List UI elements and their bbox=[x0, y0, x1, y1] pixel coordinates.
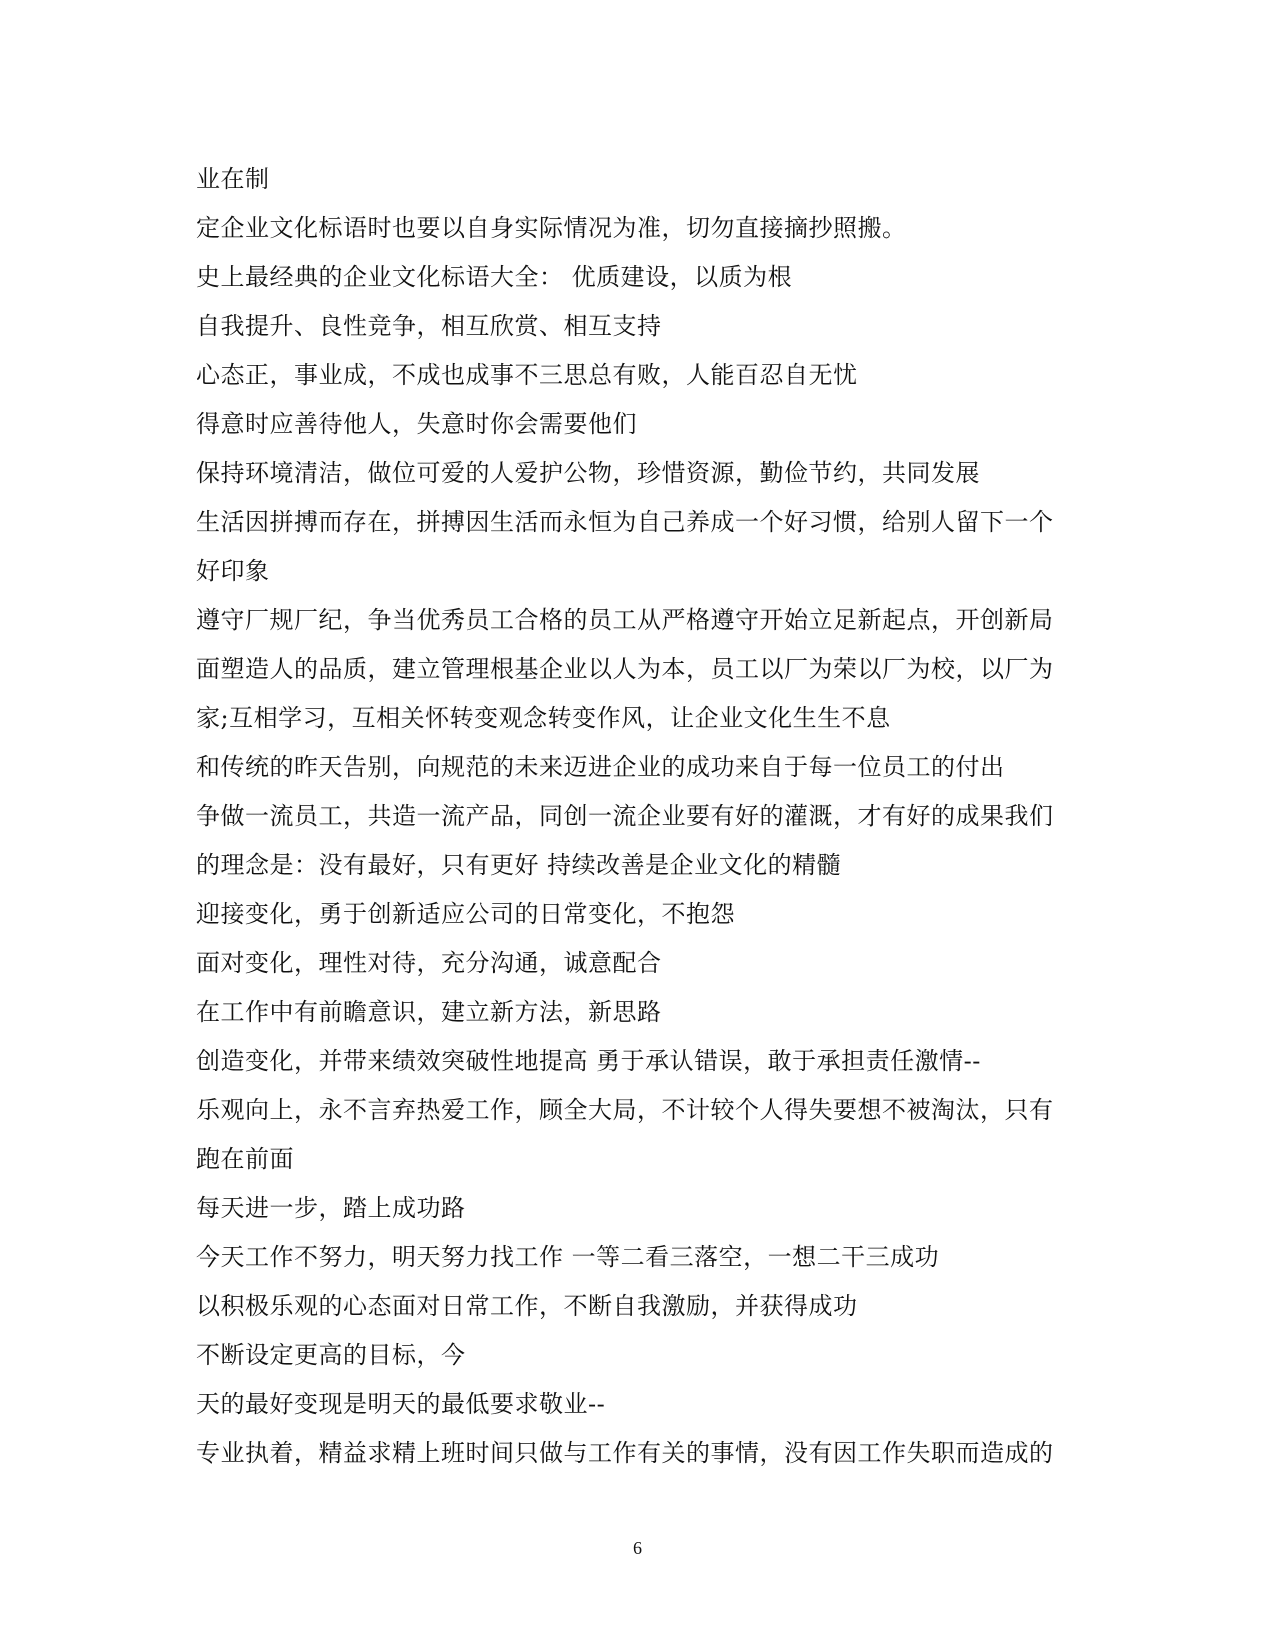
text-line: 创造变化，并带来绩效突破性地提高 勇于承认错误，敢于承担责任激情-- bbox=[196, 1047, 981, 1075]
document-body bbox=[196, 155, 1096, 1478]
text-line: 不断设定更高的目标，今 bbox=[196, 1341, 466, 1369]
text-line: 乐观向上，永不言弃热爱工作，顾全大局，不计较个人得失要想不被淘汰，只有 bbox=[196, 1096, 1054, 1124]
text-line: 今天工作不努力，明天努力找工作 一等二看三落空，一想二干三成功 bbox=[196, 1243, 940, 1271]
text-line: 每天进一步，踏上成功路 bbox=[196, 1194, 466, 1222]
text-line: 的理念是：没有最好，只有更好 持续改善是企业文化的精髓 bbox=[196, 851, 842, 879]
text-line: 保持环境清洁，做位可爱的人爱护公物，珍惜资源，勤俭节约，共同发展 bbox=[196, 459, 980, 487]
text-line: 生活因拼搏而存在，拼搏因生活而永恒为自己养成一个好习惯，给别人留下一个 bbox=[196, 508, 1054, 536]
text-line: 得意时应善待他人，失意时你会需要他们 bbox=[196, 410, 637, 438]
text-line: 好印象 bbox=[196, 557, 270, 585]
text-line: 面塑造人的品质，建立管理根基企业以人为本，员工以厂为荣以厂为校，以厂为 bbox=[196, 655, 1054, 683]
page-number: 6 bbox=[633, 1538, 642, 1558]
text-line: 和传统的昨天告别，向规范的未来迈进企业的成功来自于每一位员工的付出 bbox=[196, 753, 1005, 781]
text-line: 在工作中有前瞻意识，建立新方法，新思路 bbox=[196, 998, 662, 1026]
text-line: 面对变化，理性对待，充分沟通，诚意配合 bbox=[196, 949, 662, 977]
text-line: 定企业文化标语时也要以自身实际情况为准，切勿直接摘抄照搬。 bbox=[196, 214, 907, 242]
text-line: 争做一流员工，共造一流产品，同创一流企业要有好的灌溉，才有好的成果我们 bbox=[196, 802, 1054, 830]
text-line: 天的最好变现是明天的最低要求敬业-- bbox=[196, 1390, 606, 1418]
text-line: 家;互相学习，互相关怀转变观念转变作风，让企业文化生生不息 bbox=[196, 704, 891, 732]
text-line: 跑在前面 bbox=[196, 1145, 294, 1173]
text-line: 以积极乐观的心态面对日常工作，不断自我激励，并获得成功 bbox=[196, 1292, 858, 1320]
text-line: 心态正，事业成，不成也成事不三思总有败，人能百忍自无忧 bbox=[196, 361, 858, 389]
text-line: 史上最经典的企业文化标语大全： 优质建设，以质为根 bbox=[196, 263, 793, 291]
text-line: 遵守厂规厂纪，争当优秀员工合格的员工从严格遵守开始立足新起点，开创新局 bbox=[196, 606, 1054, 634]
text-line: 专业执着，精益求精上班时间只做与工作有关的事情，没有因工作失职而造成的 bbox=[196, 1439, 1054, 1467]
text-line: 迎接变化，勇于创新适应公司的日常变化，不抱怨 bbox=[196, 900, 735, 928]
text-line: 业在制 bbox=[196, 165, 270, 193]
text-line: 自我提升、良性竞争，相互欣赏、相互支持 bbox=[196, 312, 662, 340]
